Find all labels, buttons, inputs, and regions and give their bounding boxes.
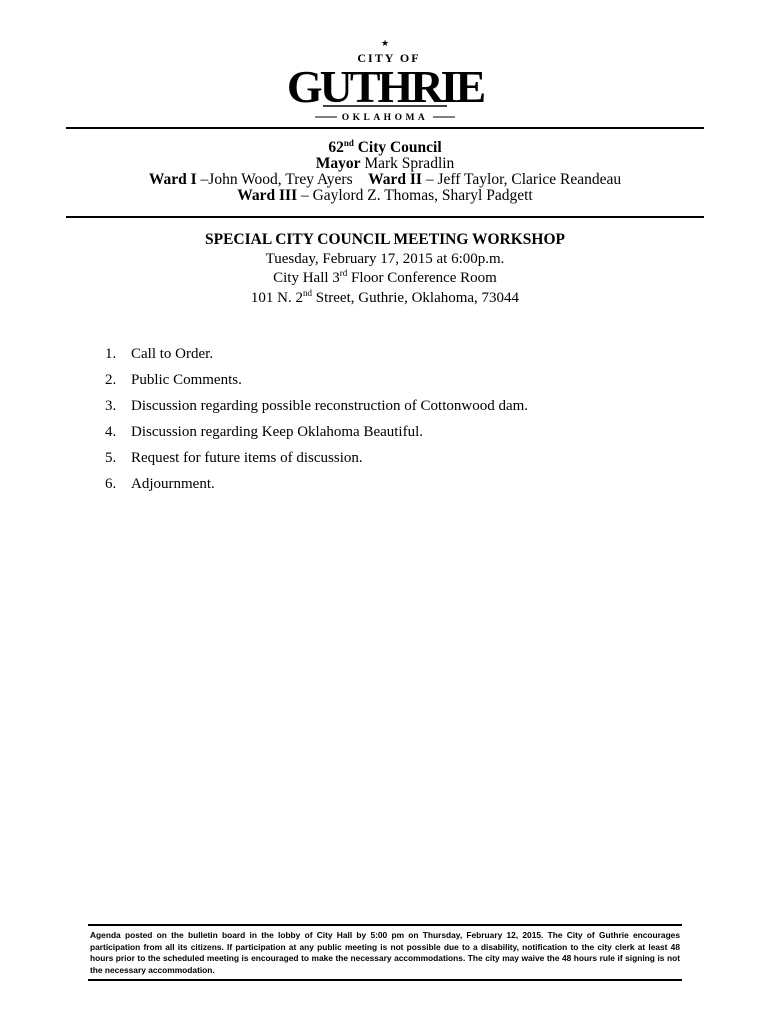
posting-notice: Agenda posted on the bulletin board in the lobby of City Hall by 5:00 pm on Thursday, February 12, 2015. The City of Guthrie encourages participation from all its citizens. If participation at any public meeting is not possible due to a disability, notification to the city clerk at least 48 hours prior to the scheduled meeting is encouraged to make the necessary accommodations. The city may waive the 48 hours rule if signing is not the necessary accommodation. [88,924,682,981]
logo-star: ★ [380,40,390,49]
agenda-item: 6. Adjournment. [105,476,215,492]
ward-3-line: Ward III – Gaylord Z. Thomas, Sharyl Padgett [237,187,533,204]
agenda-list [105,345,528,501]
agenda-item: 2. Public Comments. [105,372,242,388]
meeting-title: SPECIAL CITY COUNCIL MEETING WORKSHOP [204,231,565,248]
agenda-item: 3. Discussion regarding possible reconstruction of Cottonwood dam. [105,398,529,414]
meeting-address: 101 N. 2nd Street, Guthrie, Oklahoma, 73044 [250,287,520,306]
mayor-line: Mayor Mark Spradlin [315,155,455,172]
city-logo [0,40,770,122]
meeting-info [66,230,704,308]
meeting-datetime: Tuesday, February 17, 2015 at 6:00p.m. [265,250,505,267]
logo-oklahoma: OKLAHOMA [341,113,429,122]
council-header [66,137,704,204]
ward-1-2-line: Ward I –John Wood, Trey Ayers Ward II – Jeff Taylor, Clarice Reandeau [148,171,622,188]
logo-guthrie: GUTHRIE [286,61,484,112]
agenda-item: 1. Call to Order. [105,346,214,362]
header-top-rule [66,127,704,129]
agenda-item: 4. Discussion regarding Keep Oklahoma Beautiful. [105,424,424,440]
council-line: 62nd City Council [328,137,442,156]
agenda-item: 5. Request for future items of discussion. [105,450,363,466]
meeting-location: City Hall 3rd Floor Conference Room [273,268,497,286]
guthrie-logo-graphic [285,40,485,122]
logo-city-of: CITY OF [357,51,421,65]
header-bottom-rule [66,216,704,218]
